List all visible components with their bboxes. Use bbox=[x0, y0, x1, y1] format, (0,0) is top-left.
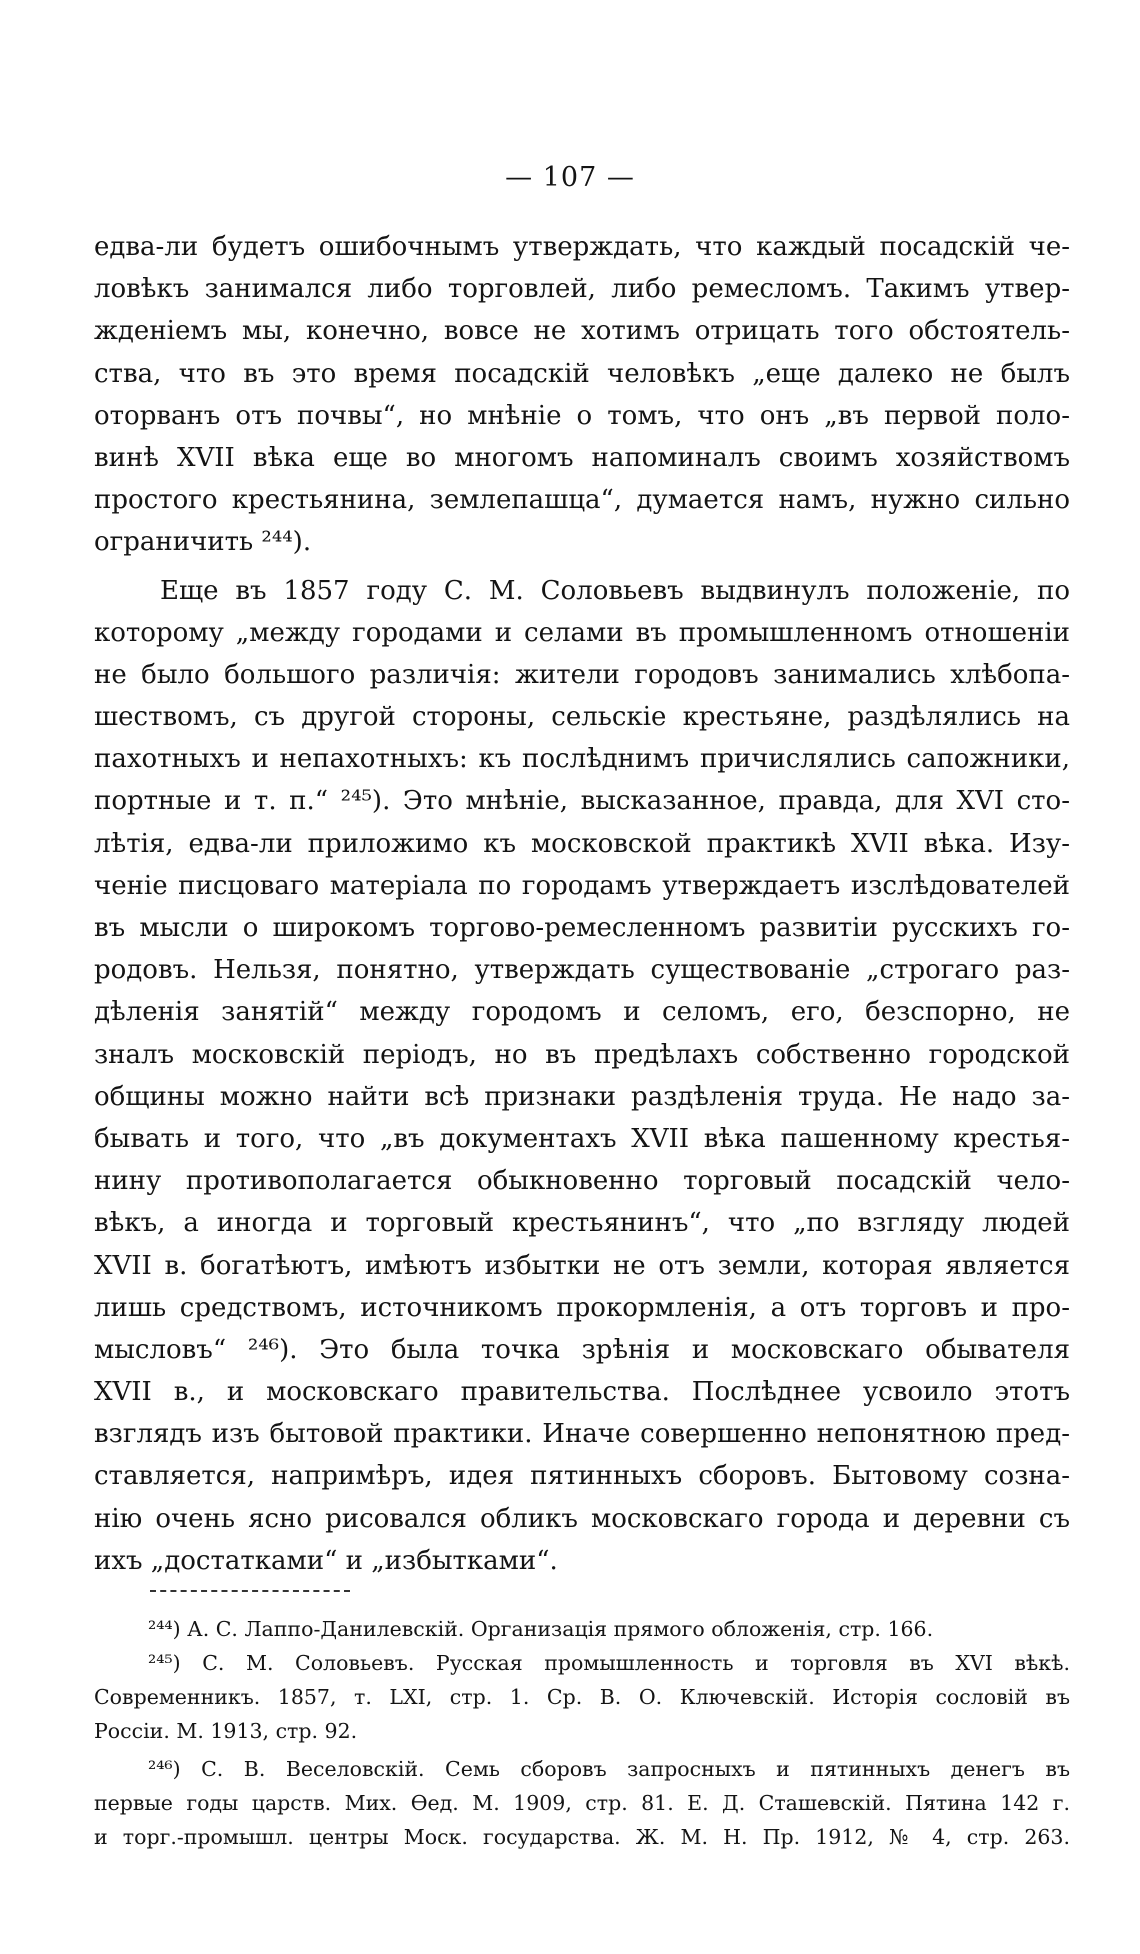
text-line: дѣленія занятій“ между городомъ и селомъ, его, безспорно, не bbox=[94, 997, 1070, 1028]
text-line: XVII в., и московскаго правительства. Послѣднее усвоило этотъ bbox=[94, 1377, 1070, 1408]
text-line: мысловъ“ ²⁴⁶). Это была точка зрѣнія и московскаго обывателя bbox=[94, 1334, 1070, 1365]
text-line: жденіемъ мы, конечно, вовсе не хотимъ отрицать того обстоятель- bbox=[94, 316, 1070, 347]
footnote-line: ²⁴⁴) А. С. Лаппо-Данилевскій. Организація прямого обложенія, стр. 166. bbox=[148, 1617, 934, 1641]
text-line: нину противополагается обыкновенно торговый посадскій чело- bbox=[94, 1166, 1070, 1197]
text-line: лишь средствомъ, источникомъ прокормленія, а отъ торговъ и про- bbox=[94, 1292, 1070, 1323]
text-line: не было большого различія: жители городовъ занимались хлѣбопа- bbox=[94, 659, 1070, 690]
footnote-line: ²⁴⁶) С. В. Веселовскій. Семь сборовъ запросныхъ и пятинныхъ денегъ въ bbox=[148, 1757, 1070, 1781]
text-line: зналъ московскій періодъ, но въ предѣлахъ собственно городской bbox=[94, 1039, 1070, 1070]
text-line: ченіе писцоваго матеріала по городамъ утверждаетъ изслѣдователей bbox=[94, 870, 1070, 901]
text-line: которому „между городами и селами въ промышленномъ отношеніи bbox=[94, 617, 1070, 648]
main-text bbox=[94, 226, 1070, 1582]
text-line: ограничить ²⁴⁴). bbox=[94, 527, 312, 558]
footnote-line: Россіи. М. 1913, стр. 92. bbox=[94, 1719, 358, 1743]
text-line: бывать и того, что „въ документахъ XVII вѣка пашенному крестья- bbox=[94, 1123, 1070, 1154]
text-line: ловѣкъ занимался либо торговлей, либо ремесломъ. Такимъ утвер- bbox=[94, 274, 1070, 305]
text-line: едва-ли будетъ ошибочнымъ утверждать, что каждый посадскій че- bbox=[94, 232, 1070, 262]
text-line: оторванъ отъ почвы“, но мнѣніе о томъ, что онъ „въ первой поло- bbox=[94, 400, 1070, 431]
footnote-line: Современникъ. 1857, т. LXI, стр. 1. Ср. В. О. Ключевскій. Исторія сословій въ bbox=[94, 1685, 1070, 1709]
text-line: XVII в. богатѣютъ, имѣютъ избытки не отъ земли, которая является bbox=[94, 1250, 1070, 1281]
text-line: шествомъ, съ другой стороны, сельскіе крестьяне, раздѣлялись на bbox=[94, 702, 1070, 733]
footnote-divider bbox=[150, 1590, 350, 1592]
footnote-line: и торг.-промышл. центры Моск. государства. Ж. М. Н. Пр. 1912, № 4, стр. 263. bbox=[94, 1825, 1070, 1849]
text-line: простого крестьянина, землепашца“, думается намъ, нужно сильно bbox=[94, 485, 1070, 516]
text-line: общины можно найти всѣ признаки раздѣленія труда. Не надо за- bbox=[94, 1081, 1070, 1112]
paragraph-start-line: Еще въ 1857 году С. М. Соловьевъ выдвинулъ положеніе, по bbox=[160, 575, 1070, 606]
text-line: пахотныхъ и непахотныхъ: къ послѣднимъ причислялись сапожники, bbox=[94, 744, 1070, 775]
page-number: — 107 — bbox=[505, 162, 635, 193]
text-line: ства, что въ это время посадскій человѣкъ „еще далеко не былъ bbox=[94, 358, 1070, 389]
text-line: портные и т. п.“ ²⁴⁵). Это мнѣніе, высказанное, правда, для XVI сто- bbox=[94, 786, 1070, 817]
text-line: въ мысли о широкомъ торгово-ремесленномъ развитіи русскихъ го- bbox=[94, 913, 1070, 943]
text-line: взглядъ изъ бытовой практики. Иначе совершенно непонятною пред- bbox=[94, 1419, 1070, 1450]
footnotes bbox=[94, 1612, 1070, 1854]
text-line: родовъ. Нельзя, понятно, утверждать существованіе „строгаго раз- bbox=[94, 955, 1070, 986]
text-line: лѣтія, едва-ли приложимо къ московской практикѣ XVII вѣка. Изу- bbox=[94, 828, 1070, 859]
text-line: ихъ „достатками“ и „избытками“. bbox=[94, 1545, 558, 1576]
footnote-line: ²⁴⁵) С. М. Соловьевъ. Русская промышленность и торговля въ XVI вѣкѣ. bbox=[148, 1651, 1070, 1675]
text-line: нію очень ясно рисовался обликъ московскаго города и деревни съ bbox=[94, 1503, 1070, 1534]
footnote-line: первые годы царств. Мих. Өед. М. 1909, стр. 81. Е. Д. Сташевскій. Пятина 142 г. bbox=[94, 1791, 1070, 1815]
text-line: вѣкъ, а иногда и торговый крестьянинъ“, что „по взгляду людей bbox=[94, 1208, 1070, 1239]
text-line: винѣ XVII вѣка еще во многомъ напоминалъ своимъ хозяйствомъ bbox=[94, 442, 1070, 473]
text-line: ставляется, напримѣръ, идея пятинныхъ сборовъ. Бытовому созна- bbox=[94, 1461, 1070, 1492]
